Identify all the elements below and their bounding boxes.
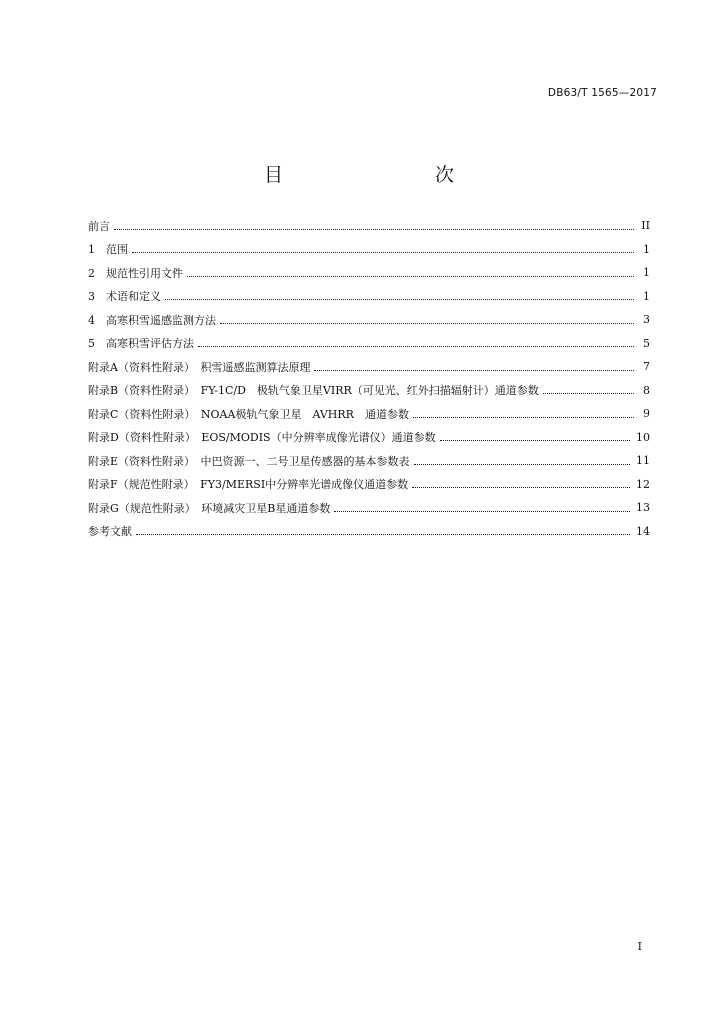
toc-entry-page: 8 <box>643 383 650 397</box>
toc-entry-label: 2 规范性引用文件 <box>88 266 183 280</box>
toc-entry-scope[interactable] <box>88 238 650 262</box>
dot-leader <box>334 510 630 512</box>
toc-entry-appendix-f[interactable] <box>88 473 650 497</box>
dot-leader <box>198 345 634 347</box>
toc-entry-page: II <box>641 219 650 233</box>
toc-entry-label: 5 高寒积雪评估方法 <box>88 337 194 351</box>
toc-entry-label: 附录D（资料性附录） EOS/MODIS（中分辨率成像光谱仪）通道参数 <box>88 431 436 445</box>
toc-entry-label: 附录F（规范性附录） FY3/MERSI中分辨率光谱成像仪通道参数 <box>88 478 409 492</box>
toc-entry-page: 1 <box>643 289 650 303</box>
dot-leader <box>187 275 634 277</box>
toc-entry-monitoring-method[interactable] <box>88 308 650 332</box>
toc-entry-label: 附录G（规范性附录） 环境减灾卫星B星通道参数 <box>88 501 331 515</box>
dot-leader <box>165 298 634 300</box>
toc-entry-page: 1 <box>643 266 650 280</box>
toc-entry-appendix-c[interactable] <box>88 402 650 426</box>
page-title: 目 次 <box>263 164 492 186</box>
dot-leader <box>132 251 634 253</box>
dot-leader <box>314 369 634 371</box>
toc-entry-foreword[interactable] <box>88 214 650 238</box>
dot-leader <box>412 486 630 488</box>
toc-entry-page: 10 <box>636 430 650 444</box>
toc-entry-normative-references[interactable] <box>88 261 650 285</box>
toc-entry-page: 14 <box>636 524 650 538</box>
toc-entry-page: 5 <box>643 336 650 350</box>
toc-entry-appendix-d[interactable] <box>88 426 650 450</box>
toc-entry-appendix-g[interactable] <box>88 496 650 520</box>
toc-entry-label: 3 术语和定义 <box>88 290 161 304</box>
dot-leader <box>136 533 630 535</box>
toc-entry-label: 1 范围 <box>88 243 128 257</box>
toc-entry-appendix-a[interactable] <box>88 355 650 379</box>
dot-leader <box>413 416 634 418</box>
toc-entry-page: 3 <box>643 313 650 327</box>
toc-entry-label: 附录B（资料性附录） FY-1C/D 极轨气象卫星VIRR（可见光、红外扫描辐射计）通道参数 <box>88 384 539 398</box>
toc-entry-bibliography[interactable] <box>88 520 650 544</box>
document-code: DB63/T 1565—2017 <box>547 87 657 99</box>
toc-entry-label: 附录C（资料性附录） NOAA极轨气象卫星 AVHRR 通道参数 <box>88 407 409 421</box>
toc-entry-page: 9 <box>643 407 650 421</box>
toc-entry-appendix-b[interactable] <box>88 379 650 403</box>
toc-entry-page: 11 <box>636 454 650 468</box>
toc-entry-page: 13 <box>636 501 650 515</box>
toc-entry-page: 7 <box>643 360 650 374</box>
toc-entry-label: 参考文献 <box>88 525 132 539</box>
toc-entry-assessment-method[interactable] <box>88 332 650 356</box>
toc-entry-terms-definitions[interactable] <box>88 285 650 309</box>
dot-leader <box>414 463 630 465</box>
toc-entry-label: 前言 <box>88 219 110 233</box>
dot-leader <box>220 322 634 324</box>
toc-entry-appendix-e[interactable] <box>88 449 650 473</box>
dot-leader <box>440 439 630 441</box>
toc-entry-page: 12 <box>636 477 650 491</box>
toc-entry-label: 附录E（资料性附录） 中巴资源一、二号卫星传感器的基本参数表 <box>88 454 410 468</box>
toc-entry-page: 1 <box>643 242 650 256</box>
dot-leader <box>543 392 634 394</box>
page-number: I <box>637 940 642 953</box>
toc-entry-label: 附录A（资料性附录） 积雪遥感监测算法原理 <box>88 360 311 374</box>
dot-leader <box>114 228 634 230</box>
table-of-contents <box>88 214 650 543</box>
toc-entry-label: 4 高寒积雪遥感监测方法 <box>88 313 216 327</box>
